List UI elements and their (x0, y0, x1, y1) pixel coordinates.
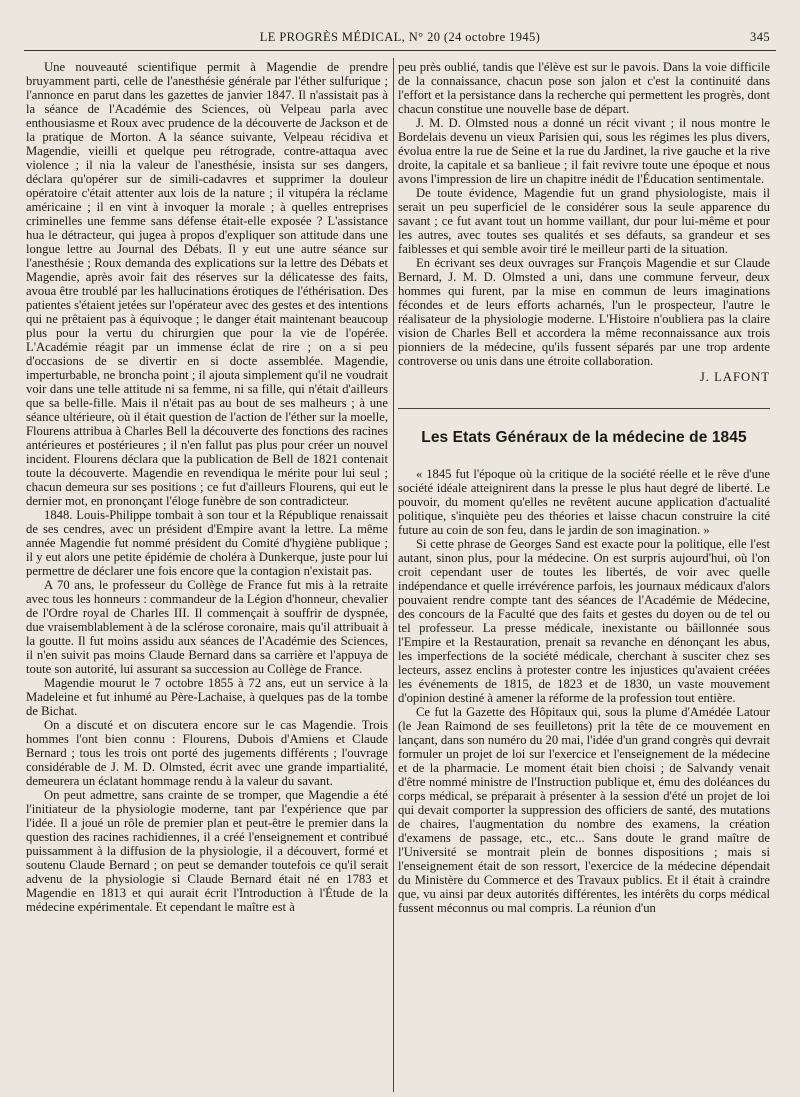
paragraph: peu près oublié, tandis que l'élève est sur le pavois. Dans la voie difficile de la connaissance, chacun pose son jalon et c'est la continuité dans l'effort et la persistance dans la recherche qui permettent les progrès, dont chacun constitue une nouvelle base de départ. (398, 60, 770, 116)
column-divider (393, 58, 394, 1092)
paragraph: De toute évidence, Magendie fut un grand physiologiste, mais il serait un peu superficiel de le considérer sous la seule apparence du savant ; ce fut avant tout un homme vaillant, dur pour lui-même et pour les autres, avec toutes ses qualités et ses défauts, sa grandeur et ses faiblesses et qui semble avoir tiré le meilleur parti de la situation. (398, 186, 770, 256)
article-title: Les Etats Généraux de la médecine de 1845 (421, 429, 747, 446)
page-header (30, 30, 770, 50)
paragraph: Si cette phrase de Georges Sand est exacte pour la politique, elle l'est autant, sinon plus, pour la médecine. On est surpris aujourd'hui, où l'on croit cependant user de toutes les libertés, de voir avec quelle indépendance et quelle irrévérence parfois, les journaux médicaux d'alors pouvaient rendre compte tant des séances de l'Académie de Médecine, des concours de la Faculté que des faits et gestes du doyen ou de tel ou tel professeur. La presse médicale, inexistante ou bâillonnée sous l'Empire et la Restauration, prenait sa revanche en dénonçant les abus, les imperfections de la société médicale, cherchant à susciter chez ses lecteurs, assez enclins à protester contre les injustices qu'avaient créées les événements de 1815, de 1823 et de 1830, un vaste mouvement d'opinion destiné à amener la réforme de la profession tout entière. (398, 537, 770, 705)
paragraph: On a discuté et on discutera encore sur le cas Magendie. Trois hommes l'ont bien connu : Flourens, Dubois d'Amiens et Claude Bernard ; tous les trois ont porté des jugements différents ; l'ouvrage considérable de J. M. D. Olmsted, écrit avec une grande impartialité, demeurera un éclatant hommage rendu à la valeur du savant. (26, 718, 388, 788)
paragraph: En écrivant ses deux ouvrages sur François Magendie et sur Claude Bernard, J. M. D. Olmsted a uni, dans une commune ferveur, deux hommes qui furent, par la mise en commun de leurs imaginations fécondes et de leurs efforts acharnés, l'un le prospecteur, l'autre le réalisateur de la physiologie moderne. L'Histoire n'oubliera pas la claire vision de Charles Bell et accordera la même reconnaissance aux trois pionniers de la médecine, qu'ils fussent séparés par une trop ardente controverse ou unis dans une étroite collaboration. (398, 256, 770, 368)
paragraph: Une nouveauté scientifique permit à Magendie de prendre bruyamment parti, celle de l'anesthésie générale par l'éther sulfurique ; l'annonce en parut dans les gazettes de janvier 1847. Il n'assistait pas à la séance de l'Académie des Sciences, où Velpeau parla avec enthousiasme et Roux avec prudence de la découverte de Jackson et de la pratique de Morton. A la séance suivante, Velpeau récidiva et Magendie, vieilli et quelque peu rétrograde, contre-attaqua avec violence ; il nia la valeur de l'anesthésie, insista sur ses dangers, déclara qu'opérer sur de simili-cadavres et supprimer la douleur opératoire c'était attenter aux lois de la nature ; il vitupéra la réclame américaine ; il en vint à invoquer la morale ; à quelles entreprises criminelles une femme sans défense était-elle exposée ? L'assistance hua le détracteur, qui jugea à propos d'expliquer son attitude dans une longue lettre au Journal des Débats. Il y eut une autre séance sur l'anesthésie ; Roux demanda des explications sur la lettre des Débats et Magendie, après avoir fait des réserves sur la délicatesse des faits, avoua être troublé par les hallucinations érotiques de l'éthérisation. Des patientes s'étaient jetées sur l'opérateur avec des gestes et des intentions qui ne prêtaient pas à équivoque ; le danger était maintenant beaucoup plus pour la vertu du chirurgien que pour la vie de l'opérée. L'Académie réagit par un immense éclat de rire ; on a si peu d'occasions de se divertir en si docte assemblée. Magendie, imperturbable, ne broncha point ; il ajouta simplement qu'il ne voudrait voir dans une telle attitude ni sa femme, ni sa fille, qui n'était d'ailleurs que sa belle-fille. Mais il n'était pas au bout de ses malheurs ; à une séance ultérieure, où il était question de l'action de l'éther sur la moelle, Flourens attribua à Charles Bell la découverte des fonctions des racines antérieures et postérieures ; il n'en fallut pas plus pour créer un nouvel incident. Flourens déclara que la publication de Bell de 1821 contenait toute la découverte. Magendie en revendiqua le mérite pour lui seul ; chacun demeura sur ses positions ; ce fut d'ailleurs Flourens, qui eut le dernier mot, en prononçant l'éloge funèbre de son contradicteur. (26, 60, 388, 508)
paragraph: J. M. D. Olmsted nous a donné un récit vivant ; il nous montre le Bordelais devenu un vieux Parisien qui, sous les régimes les plus divers, évolua entre la rue de Seine et la rue du Jardinet, la rive gauche et la rive droite, la capitale et sa banlieue ; il fait revivre toute une époque et nous avons l'impression de lire un chapitre inédit de l'Éducation sentimentale. (398, 116, 770, 186)
right-column (398, 60, 770, 1090)
article-body (398, 467, 770, 915)
page-number: 345 (750, 30, 770, 44)
paragraph: Magendie mourut le 7 octobre 1855 à 72 ans, eut un service à la Madeleine et fut inhumé au Père-Lachaise, à quelques pas de la tombe de Bichat. (26, 676, 388, 718)
paragraph: « 1845 fut l'époque où la critique de la société réelle et le rêve d'une société idéale atteignirent dans la presse le plus haut degré de liberté. Le pouvoir, du moment qu'elles ne revêtent aucune application d'actualité politique, s'inquiète peu des théories et laisse chacun construire la cité future au coin de son feu, dans le jardin de son imagination. » (398, 467, 770, 537)
running-title: LE PROGRÈS MÉDICAL, N° 20 (24 octobre 1945) (259, 30, 541, 44)
paragraph: Ce fut la Gazette des Hôpitaux qui, sous la plume d'Amédée Latour (le Jean Raimond de ses feuilletons) prit la tête de ce mouvement en lançant, dans son numéro du 20 mai, l'idée d'un grand congrès qui devrait formuler un projet de loi sur l'exercice et l'enseignement de la médecine et de la pharmacie. Le moment était bien choisi ; de Salvandy venait d'être nommé ministre de l'Instruction publique et, ému des doléances du corps médical, se préparait à présenter à la session d'été un projet de loi qui devait comporter la suppression des officiers de santé, des mutations de chaires, l'augmentation du nombre des examens, la création d'examens de passage, etc., etc... Sans doute le grand maître de l'Université se montrait plein de bonnes dispositions ; mais si l'enseignement était de son ressort, l'exercice de la médecine dépendait du Ministère du Commerce et des Travaux publics. Et il était à craindre que, vu ainsi par deux autorités différentes, les intérêts du corps médical fussent méconnus ou mal compris. La réunion d'un (398, 705, 770, 915)
paragraph: 1848. Louis-Philippe tombait à son tour et la République renaissait de ses cendres, avec un président d'Empire avant la lettre. La même année Magendie fut nommé président du Comité d'hygiène publique ; il y eut alors une petite épidémie de choléra à Dunkerque, juste pour lui permettre de déclarer une fois encore que la contagion n'existait pas. (26, 508, 388, 578)
paragraph: A 70 ans, le professeur du Collège de France fut mis à la retraite avec tous les honneurs : commandeur de la Légion d'honneur, chevalier de l'Ordre royal de Charles III. Il commençait à souffrir de dyspnée, due vraisemblablement à de la sclérose coronaire, mais qu'il attribuait à la goutte. Il fut moins assidu aux séances de l'Académie des Sciences, il n'en suivit pas moins Claude Bernard dans sa carrière et l'appuya de toute son autorité, lui assurant sa succession au Collège de France. (26, 578, 388, 676)
header-rule (24, 50, 776, 51)
section-separator (398, 408, 770, 409)
paragraph: On peut admettre, sans crainte de se tromper, que Magendie a été l'initiateur de la physiologie moderne, tant par l'expérience que par l'idée. Il a joué un rôle de premier plan et peut-être le premier dans la question des racines rachidiennes, il a créé l'enseignement et contribué puissamment à la diffusion de la physiologie, il a découvert, formé et soutenu Claude Bernard ; on peut se demander toutefois ce qu'il serait advenu de la physiologie si Claude Bernard était né en 1783 et Magendie en 1813 et qui aurait écrit l'Introduction à l'Étude de la médecine expérimentale. Et cependant le maître est à (26, 788, 388, 914)
author-signature: J. LAFONT (699, 370, 770, 384)
left-column (26, 60, 388, 1090)
